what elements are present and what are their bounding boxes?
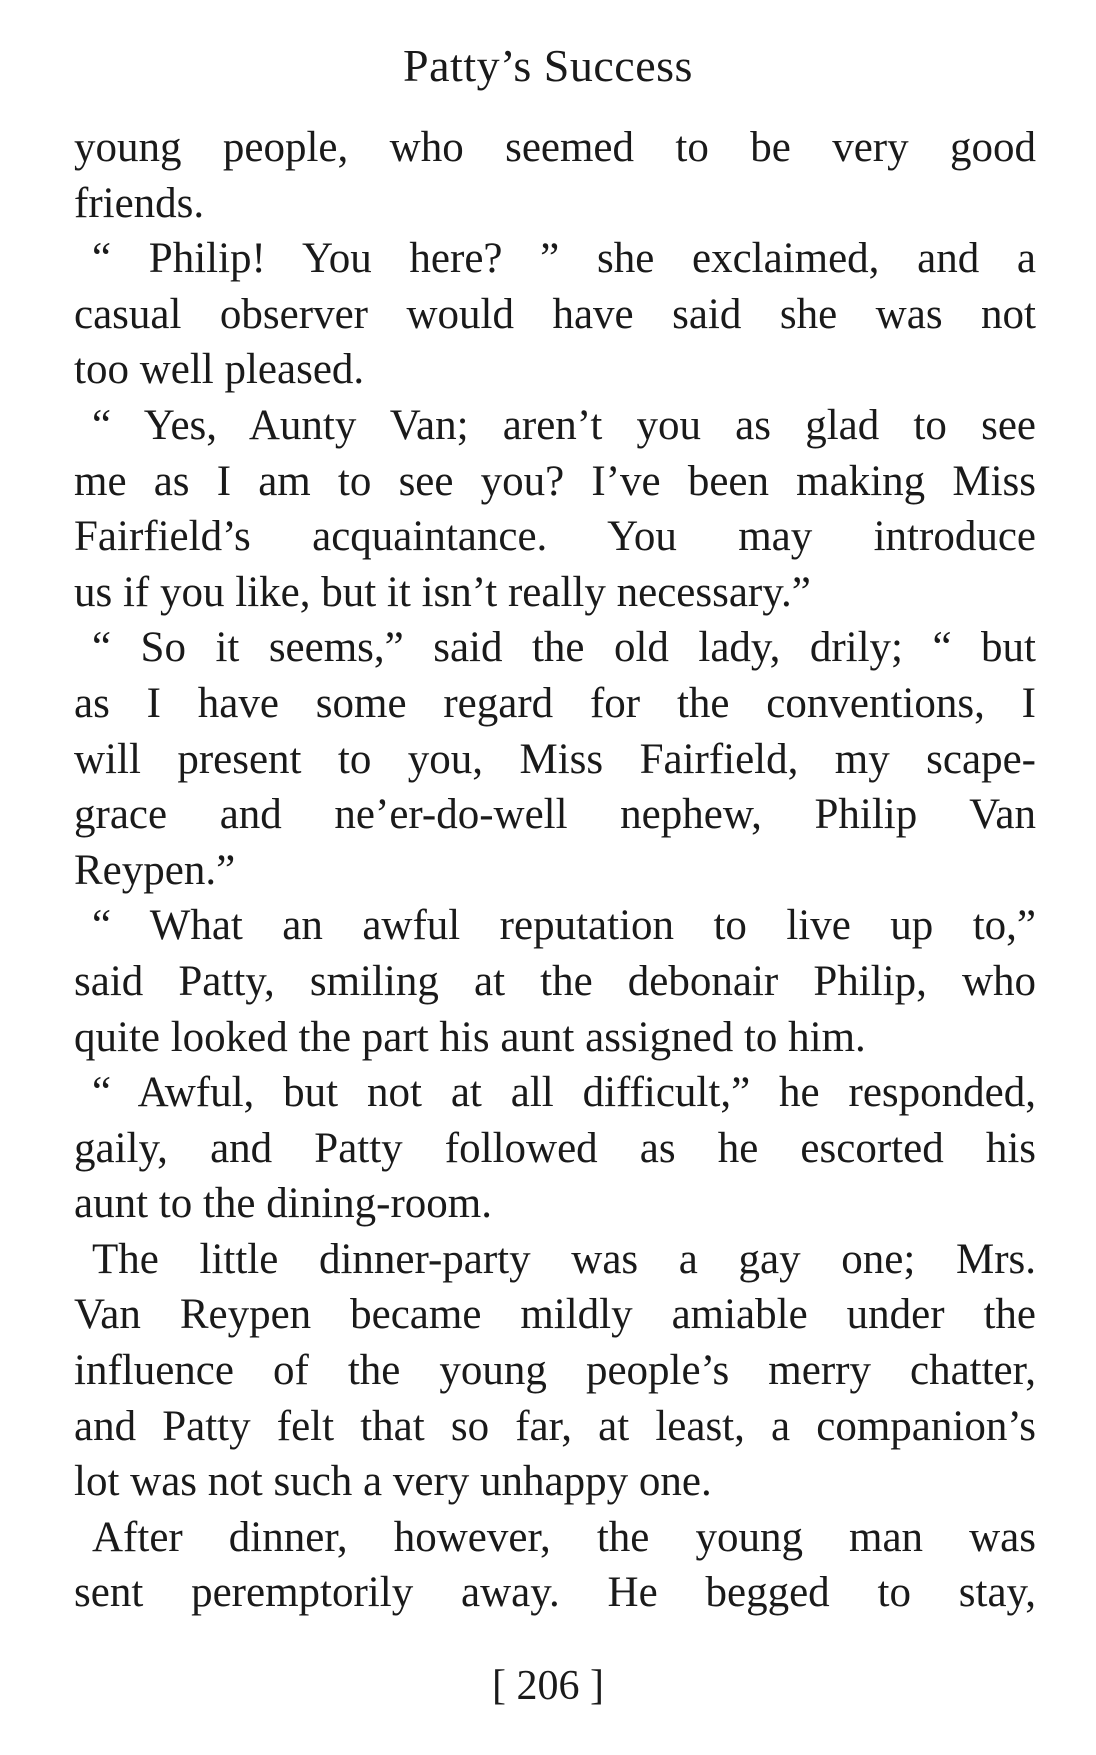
text-line: gaily, and Patty followed as he escorted his xyxy=(74,1124,1036,1172)
text-line: me as I am to see you? I’ve been making Miss xyxy=(74,457,1036,505)
text-line: lot was not such a very unhappy one. xyxy=(74,1458,712,1506)
text-line: The little dinner-party was a gay one; Mrs. xyxy=(92,1235,1036,1283)
text-line: young people, who seemed to be very good xyxy=(74,124,1036,171)
text-line: “ So it seems,” said the old lady, drily; “ but xyxy=(92,624,1036,672)
text-line: as I have some regard for the conventions, I xyxy=(74,679,1036,727)
text-line: After dinner, however, the young man was xyxy=(92,1513,1036,1561)
text-line: us if you like, but it isn’t really necessary.” xyxy=(74,568,811,616)
text-line: friends. xyxy=(74,179,205,227)
text-line: casual observer would have said she was not xyxy=(74,290,1036,338)
text-line: Van Reypen became mildly amiable under the xyxy=(74,1291,1036,1339)
body-text xyxy=(74,120,1036,1621)
text-line: quite looked the part his aunt assigned to him. xyxy=(74,1013,866,1061)
text-line: said Patty, smiling at the debonair Philip, who xyxy=(74,957,1036,1005)
text-line: will present to you, Miss Fairfield, my scape- xyxy=(74,735,1036,783)
text-line: Fairfield’s acquaintance. You may introduce xyxy=(74,513,1036,561)
text-line: “ Awful, but not at all difficult,” he responded, xyxy=(92,1069,1036,1117)
text-line: too well pleased. xyxy=(74,346,365,394)
text-line: Reypen.” xyxy=(74,846,236,894)
text-line: influence of the young people’s merry chatter, xyxy=(74,1347,1036,1395)
page-number: [ 206 ] xyxy=(492,1663,604,1709)
text-line: and Patty felt that so far, at least, a companion’s xyxy=(74,1402,1036,1450)
text-line: “ What an awful reputation to live up to,” xyxy=(92,902,1036,950)
text-line: sent peremptorily away. He begged to stay, xyxy=(74,1569,1036,1617)
text-line: aunt to the dining-room. xyxy=(74,1180,492,1228)
text-line: “ Philip! You here? ” she exclaimed, and a xyxy=(92,235,1036,283)
running-title: Patty’s Success xyxy=(403,40,693,91)
text-line: “ Yes, Aunty Van; aren’t you as glad to see xyxy=(92,401,1036,449)
text-line: grace and ne’er-do-well nephew, Philip Van xyxy=(74,791,1036,839)
